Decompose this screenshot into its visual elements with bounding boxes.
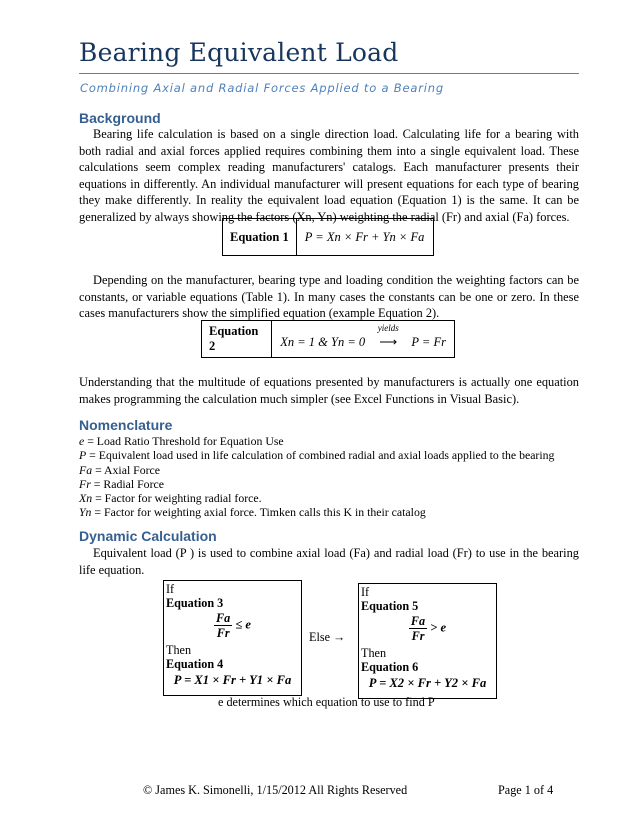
yields-label: yields: [377, 323, 399, 333]
equation-2-formula: [272, 323, 454, 350]
background-paragraph-1-text: Bearing life calculation is based on a single direction load. Calculating life for a bearing with both radial and axial forces applied requires combining them into a single equivalent load. These calculations seem complex reading manufacturers' catalogs. Each manufacturer presents their equations in differently. An individual manufacturer will present equations for each type of bearing they make differently. In reality the equivalent load equation (Equation 1) is the same. It can be generalized by always showing the factors (Xn, Yn) weighting the radial (Fr) and axial (Fa) forces.: [79, 127, 579, 224]
nomenclature-item: Yn = Factor for weighting axial force. Timken calls this K in their catalog: [79, 505, 426, 520]
condition-box-right: [358, 583, 497, 699]
left-if-label: If: [166, 582, 175, 596]
dynamic-paragraph: [79, 545, 579, 578]
equation-1-label: Equation 1: [223, 219, 297, 255]
equation-5-label: Equation 5: [361, 599, 419, 613]
nomenclature-heading: Nomenclature: [79, 417, 173, 433]
equation-1-formula: P = Xn × Fr + Yn × Fa: [304, 229, 425, 244]
equation-3-label: Equation 3: [166, 596, 224, 610]
dynamic-heading: Dynamic Calculation: [79, 528, 217, 544]
ratio-fraction: $\frac{Fa}{Fr}$: [410, 614, 426, 643]
nomenclature-item: e = Load Ratio Threshold for Equation Use: [79, 434, 284, 448]
right-if-label: If: [361, 585, 370, 599]
nomenclature-item: Fa = Axial Force: [79, 462, 161, 477]
equation-2-box: [201, 320, 455, 358]
background-paragraph-3: Understanding that the multitude of equations presented by manufacturers is actually one equation makes programming the calculation much simpler (see Excel Functions in Visual Basic).: [79, 375, 579, 406]
title-divider: [79, 73, 579, 74]
nomenclature-list: [79, 434, 554, 520]
nomenclature-item: Fr = Radial Force: [79, 476, 164, 491]
page-title: Bearing Equivalent Load: [79, 38, 399, 67]
equation-6-label: Equation 6: [361, 660, 419, 674]
yields-arrow: yields ⟶: [368, 334, 408, 350]
footer-page-number: Page 1 of 4: [498, 783, 554, 797]
decision-caption: e determines which equation to use to find P: [218, 695, 435, 709]
equation-4-label: Equation 4: [166, 657, 224, 671]
equation-5-formula: $\frac{Fa}{Fr}$ > e: [410, 614, 447, 643]
background-paragraph-1: [79, 126, 579, 225]
left-then-label: Then: [166, 643, 192, 657]
page-subtitle: Combining Axial and Radial Forces Applied to a Bearing: [80, 81, 444, 95]
equation-6-formula: P = X2 × Fr + Y2 × Fa: [368, 676, 487, 690]
background-heading: Background: [79, 110, 161, 126]
ratio-fraction: $\frac{Fa}{Fr}$: [216, 611, 231, 640]
right-then-label: Then: [361, 646, 387, 660]
nomenclature-item: Xn = Factor for weighting radial force.: [79, 491, 262, 506]
background-paragraph-2-text: Depending on the manufacturer, bearing type and loading condition the weighting factors can be constants, or variable equations (Table 1). In many cases the constants can be one or zero. In these cases manufacturers show the simplified equation (example Equation 2).: [79, 273, 579, 320]
equation-2-label: Equation 2: [202, 321, 272, 357]
dynamic-paragraph-text: Equivalent load (P ) is used to combine axial load (Fa) and radial load (Fr) to use in the bearing life equation.: [79, 546, 579, 577]
equation-3-formula: $\frac{Fa}{Fr}$ ≤ e: [216, 611, 251, 640]
condition-box-left: [163, 580, 302, 696]
equation-4-formula: P = X1 × Fr + Y1 × Fa: [173, 673, 292, 687]
else-label: Else →: [309, 630, 346, 644]
equation-1-box: [222, 218, 434, 256]
background-paragraph-2: [79, 272, 579, 322]
equation-2-right: P = Fr: [411, 335, 446, 349]
nomenclature-item: P = Equivalent load used in life calculation of combined radial and axial loads applied to the bearing: [79, 448, 555, 463]
equation-2-left: Xn = 1 & Yn = 0: [280, 335, 366, 349]
footer-copyright: © James K. Simonelli, 1/15/2012 All Rights Reserved: [143, 783, 408, 797]
